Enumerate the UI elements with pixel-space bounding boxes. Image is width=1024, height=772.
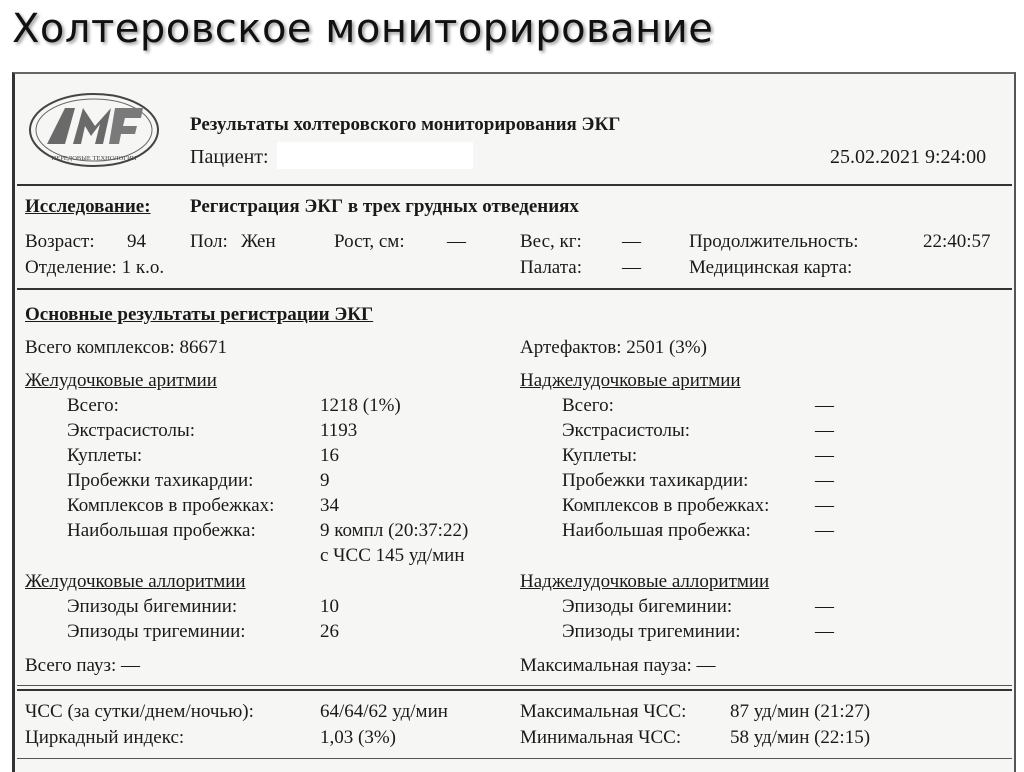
sv-row-label: Наибольшая пробежка: bbox=[562, 520, 751, 541]
height-label: Рост, см: bbox=[334, 231, 405, 252]
ventricular-arrhythmia-title: Желудочковые аритмии bbox=[25, 370, 217, 391]
hr-min-label: Минимальная ЧСС: bbox=[520, 727, 682, 748]
v-row-label: Пробежки тахикардии: bbox=[67, 470, 254, 491]
sex-label: Пол: bbox=[190, 231, 228, 252]
v-row-value: 9 bbox=[320, 470, 330, 491]
circadian-index-label: Циркадный индекс: bbox=[25, 727, 185, 748]
results-title: Основные результаты регистрации ЭКГ bbox=[25, 304, 374, 325]
total-complexes: Всего комплексов: 86671 bbox=[25, 337, 228, 358]
v-allo-row-label: Эпизоды бигеминии: bbox=[67, 596, 238, 617]
age-label: Возраст: bbox=[25, 231, 95, 252]
divider-hr-top bbox=[17, 685, 1012, 686]
sex-value: Жен bbox=[241, 231, 276, 252]
v-row-label: Комплексов в пробежках: bbox=[67, 495, 275, 516]
v-row-value: 9 компл (20:37:22) bbox=[320, 520, 469, 541]
study-label: Исследование: bbox=[25, 196, 151, 217]
artifacts: Артефактов: 2501 (3%) bbox=[520, 337, 707, 358]
sv-row-label: Пробежки тахикардии: bbox=[562, 470, 749, 491]
patient-label: Пациент: bbox=[190, 146, 269, 168]
medical-card-label: Медицинская карта: bbox=[689, 257, 853, 278]
sv-allo-row-label: Эпизоды бигеминии: bbox=[562, 596, 733, 617]
divider-study bbox=[17, 288, 1012, 290]
sv-row-value: — bbox=[815, 470, 834, 491]
supraventricular-allorhythmia-title: Наджелудочковые аллоритмии bbox=[520, 571, 770, 592]
max-pause: Максимальная пауза: — bbox=[520, 655, 716, 676]
sv-row-label: Куплеты: bbox=[562, 445, 638, 466]
ward-value: — bbox=[622, 257, 641, 278]
slide-title: Холтеровское мониторирование bbox=[12, 6, 714, 52]
hr-min-value: 58 уд/мин (22:15) bbox=[730, 727, 871, 748]
weight-label: Вес, кг: bbox=[520, 231, 582, 252]
v-row-value-continued: с ЧСС 145 уд/мин bbox=[320, 545, 465, 566]
department-label: Отделение: 1 к.о. bbox=[25, 257, 165, 278]
total-pauses: Всего пауз: — bbox=[25, 655, 141, 676]
ventricular-allorhythmia-title: Желудочковые аллоритмии bbox=[25, 571, 246, 592]
duration-label: Продолжительность: bbox=[689, 231, 859, 252]
sv-allo-row-value: — bbox=[815, 621, 834, 642]
v-allo-row-value: 26 bbox=[320, 621, 339, 642]
sv-row-value: — bbox=[815, 420, 834, 441]
sv-allo-row-value: — bbox=[815, 596, 834, 617]
v-row-label: Куплеты: bbox=[67, 445, 143, 466]
clinic-logo bbox=[25, 86, 163, 178]
circadian-index-value: 1,03 (3%) bbox=[320, 727, 396, 748]
divider-hr bbox=[17, 689, 1012, 691]
ecg-report-sheet bbox=[12, 72, 1016, 772]
report-datetime: 25.02.2021 9:24:00 bbox=[830, 146, 987, 168]
v-row-value: 1218 (1%) bbox=[320, 395, 401, 416]
ward-label: Палата: bbox=[520, 257, 582, 278]
hr-max-value: 87 уд/мин (21:27) bbox=[730, 701, 871, 722]
sv-row-value: — bbox=[815, 520, 834, 541]
study-value: Регистрация ЭКГ в трех грудных отведениях bbox=[190, 196, 579, 217]
hr-daily-label: ЧСС (за сутки/днем/ночью): bbox=[25, 701, 254, 722]
sv-row-value: — bbox=[815, 445, 834, 466]
sv-row-label: Всего: bbox=[562, 395, 614, 416]
patient-name-redacted bbox=[277, 142, 473, 169]
supraventricular-arrhythmia-title: Наджелудочковые аритмии bbox=[520, 370, 741, 391]
v-row-label: Всего: bbox=[67, 395, 119, 416]
clinic-logo-text: ПЕРЕДОВЫЕ ТЕХНОЛОГИИ bbox=[51, 155, 137, 162]
hr-max-label: Максимальная ЧСС: bbox=[520, 701, 687, 722]
height-value: — bbox=[447, 231, 466, 252]
sv-row-label: Экстрасистолы: bbox=[562, 420, 691, 441]
v-row-value: 34 bbox=[320, 495, 339, 516]
divider-bottom bbox=[17, 758, 1012, 759]
v-row-value: 16 bbox=[320, 445, 339, 466]
v-row-label: Экстрасистолы: bbox=[67, 420, 196, 441]
v-row-value: 1193 bbox=[320, 420, 358, 441]
report-title: Результаты холтеровского мониторирования ЭКГ bbox=[190, 114, 621, 135]
v-allo-row-value: 10 bbox=[320, 596, 339, 617]
sv-row-value: — bbox=[815, 395, 834, 416]
age-value: 94 bbox=[127, 231, 146, 252]
hr-daily-value: 64/64/62 уд/мин bbox=[320, 701, 448, 722]
sv-row-value: — bbox=[815, 495, 834, 516]
sv-allo-row-label: Эпизоды тригеминии: bbox=[562, 621, 741, 642]
divider-header bbox=[17, 184, 1012, 186]
v-allo-row-label: Эпизоды тригеминии: bbox=[67, 621, 246, 642]
duration-value: 22:40:57 bbox=[923, 231, 991, 252]
weight-value: — bbox=[622, 231, 641, 252]
sv-row-label: Комплексов в пробежках: bbox=[562, 495, 770, 516]
v-row-label: Наибольшая пробежка: bbox=[67, 520, 256, 541]
